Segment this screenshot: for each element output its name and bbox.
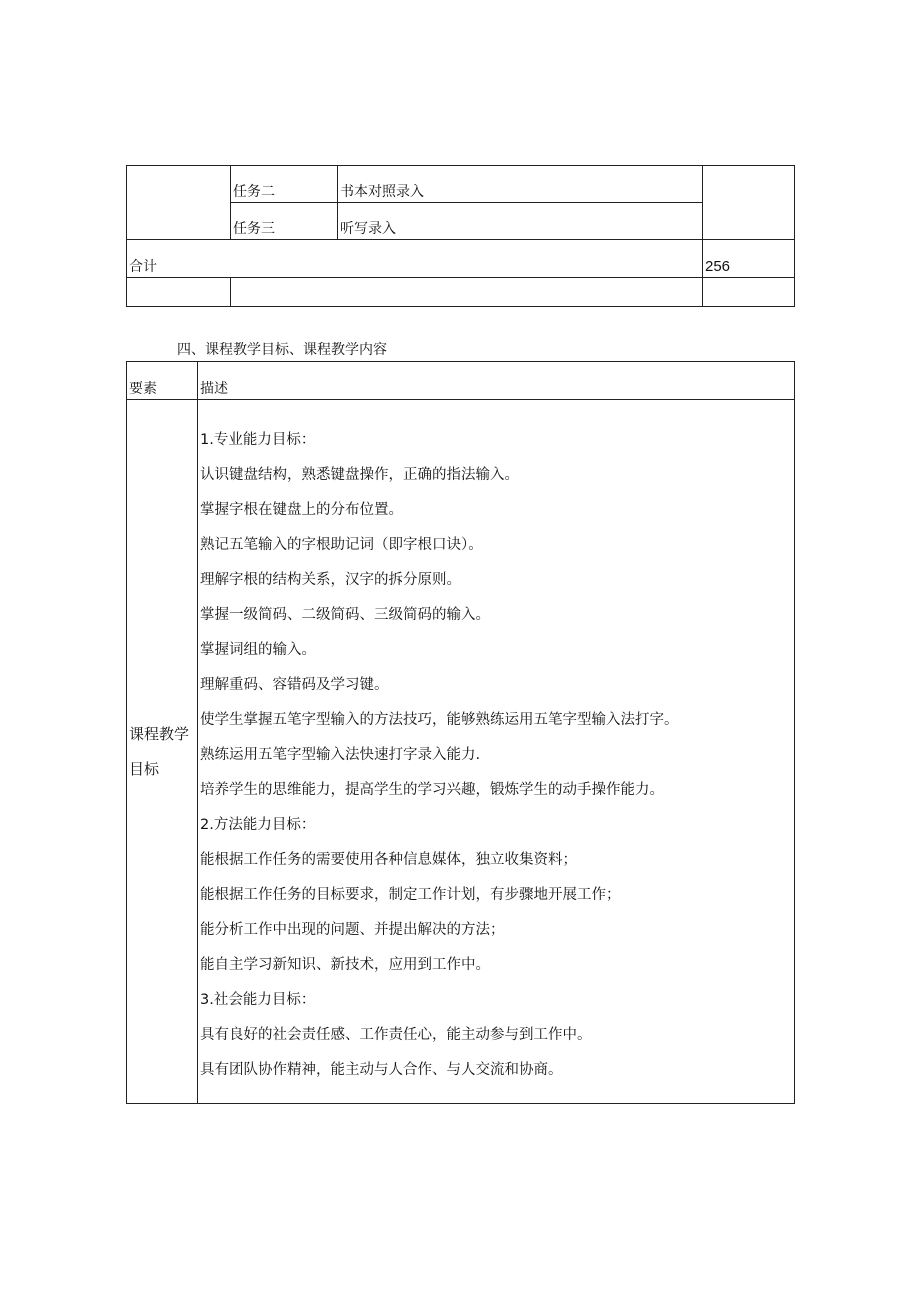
header-description: 描述 (198, 362, 795, 400)
task-name-cell: 任务三 (231, 203, 338, 240)
table-header-row (127, 362, 795, 400)
row-label: 课程教学目标 (129, 724, 190, 778)
goal-line: 能根据工作任务的需要使用各种信息媒体，独立收集资料； (200, 852, 577, 868)
goal-line: 能根据工作任务的目标要求，制定工作计划，有步骤地开展工作； (200, 887, 621, 903)
task-table (126, 165, 795, 307)
goal-line: 理解字根的结构关系，汉字的拆分原则。 (200, 572, 461, 588)
task-name-cell: 任务二 (231, 166, 338, 203)
goal-line: 具有团队协作精神，能主动与人合作、与人交流和协商。 (200, 1062, 563, 1078)
goal-line: 认识键盘结构，熟悉键盘操作，正确的指法输入。 (200, 467, 519, 483)
total-value: 256 (703, 240, 795, 278)
total-label: 合计 (127, 240, 703, 278)
goal-line: 熟记五笔输入的字根助记词（即字根口诀）。 (200, 537, 483, 553)
goal-line: 具有良好的社会责任感、工作责任心，能主动参与到工作中。 (200, 1027, 592, 1043)
goal-line: 掌握字根在键盘上的分布位置。 (200, 502, 403, 518)
goal-line: 3.社会能力目标： (200, 992, 316, 1008)
empty-cell (231, 278, 703, 307)
table-row (127, 400, 795, 1104)
table-row (127, 166, 795, 203)
goal-line: 掌握词组的输入。 (200, 642, 316, 658)
table-row (127, 278, 795, 307)
goals-table (126, 361, 795, 1104)
goal-line: 能自主学习新知识、新技术，应用到工作中。 (200, 957, 490, 973)
empty-cell (127, 166, 231, 240)
goal-line: 理解重码、容错码及学习键。 (200, 677, 389, 693)
task-content-cell: 听写录入 (338, 203, 703, 240)
goal-line: 熟练运用五笔字型输入法快速打字录入能力. (200, 747, 481, 763)
empty-cell (703, 278, 795, 307)
total-row (127, 240, 795, 278)
goal-line: 掌握一级简码、二级简码、三级简码的输入。 (200, 607, 490, 623)
task-content-cell: 书本对照录入 (338, 166, 703, 203)
section-heading: 四、课程教学目标、课程教学内容 (177, 342, 387, 358)
description-cell (198, 400, 795, 1104)
header-element: 要素 (127, 362, 198, 400)
row-label-cell (127, 400, 198, 1104)
goal-line: 能分析工作中出现的问题、并提出解决的方法； (200, 922, 505, 938)
empty-cell (703, 166, 795, 240)
empty-cell (127, 278, 231, 307)
goal-line: 使学生掌握五笔字型输入的方法技巧，能够熟练运用五笔字型输入法打字。 (200, 712, 679, 728)
goal-line: 1.专业能力目标： (200, 432, 316, 448)
goal-line: 培养学生的思维能力，提高学生的学习兴趣，锻炼学生的动手操作能力。 (200, 782, 664, 798)
goal-line: 2.方法能力目标： (200, 817, 316, 833)
